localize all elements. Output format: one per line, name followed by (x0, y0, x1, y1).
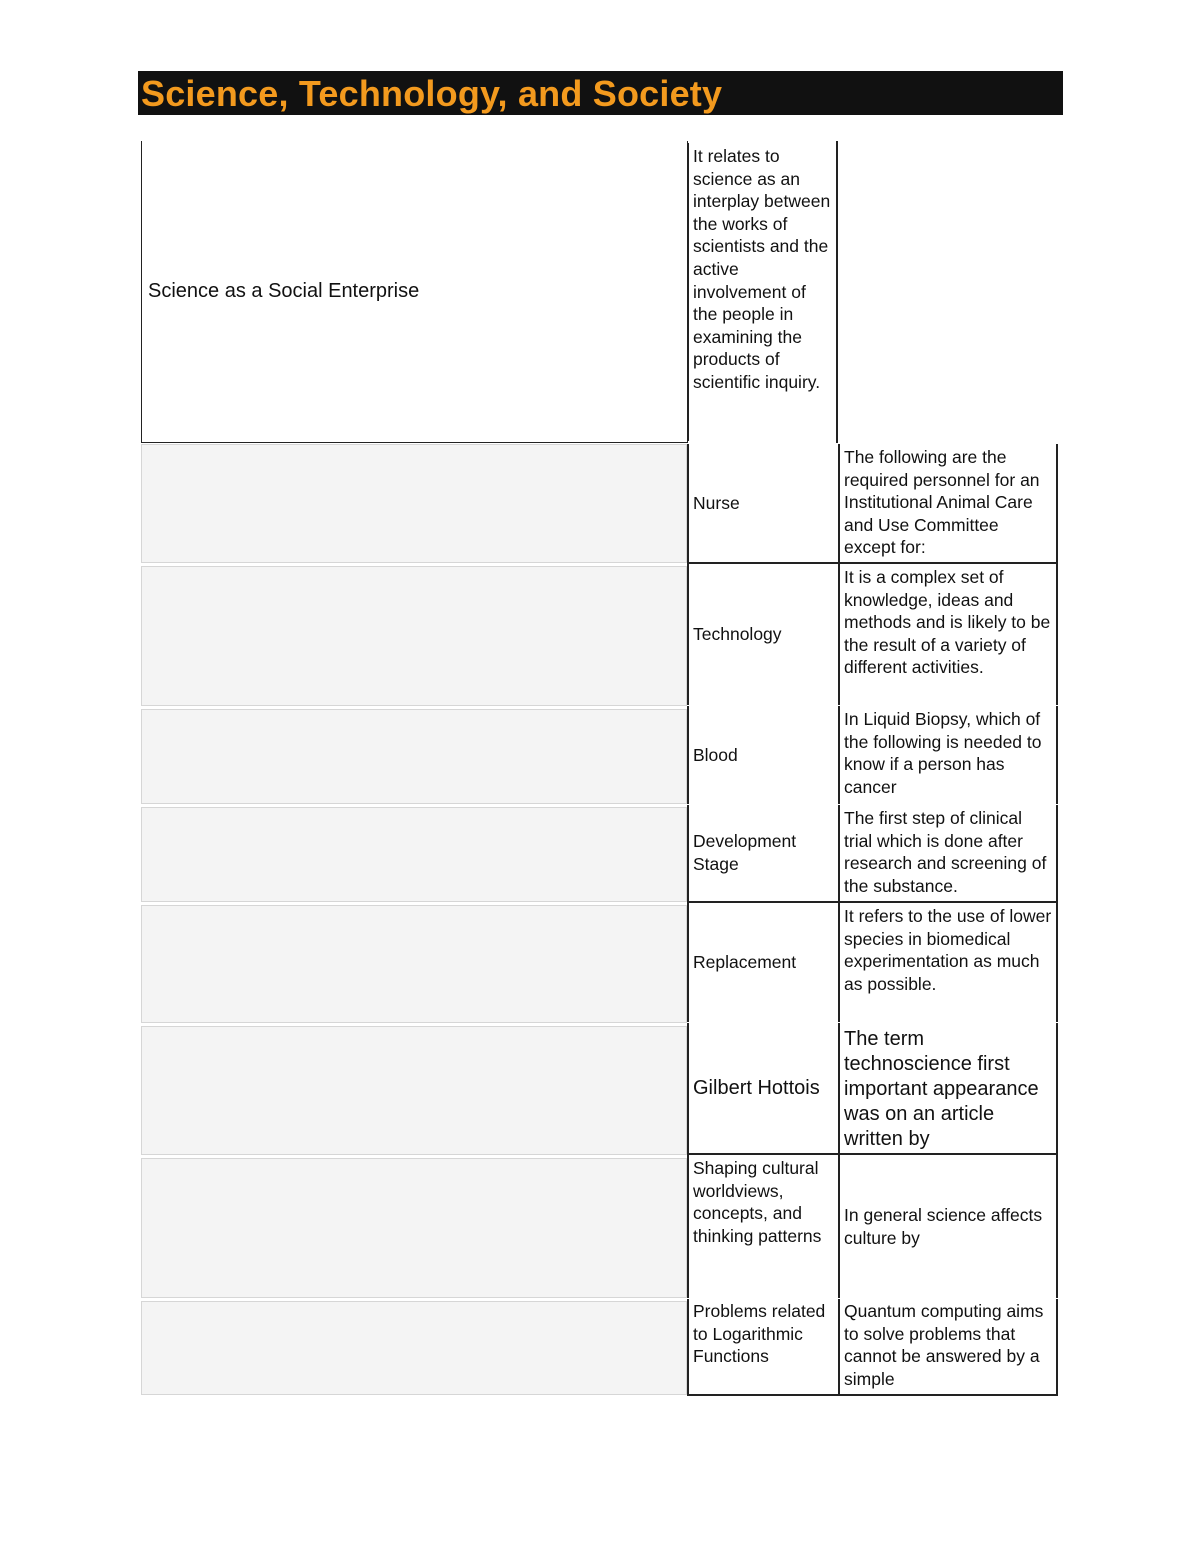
answer-text: Technology (693, 624, 782, 645)
answer-cell (687, 444, 838, 563)
question-text: The term technoscience first important appearance was on an article written by (844, 1028, 1039, 1150)
question-cell (838, 444, 1058, 563)
term-cell (141, 807, 687, 902)
term-text: Science as a Social Enterprise (148, 280, 420, 302)
question-text: Quantum computing aims to solve problems that cannot be answered by a simple (844, 1301, 1044, 1389)
document-title: Science, Technology, and Society (141, 73, 723, 114)
answer-cell (687, 706, 838, 804)
question-cell (838, 1299, 1058, 1395)
term-cell (141, 1301, 687, 1395)
answer-text: Gilbert Hottois (693, 1077, 820, 1099)
answer-text: Development Stage (693, 831, 797, 874)
answer-text: Problems related to Logarithmic Functions (693, 1301, 826, 1367)
term-cell (141, 1026, 687, 1155)
column-divider (836, 141, 838, 443)
term-cell (141, 566, 687, 706)
term-cell (141, 905, 687, 1023)
answer-cell (687, 564, 838, 705)
answer-text: Nurse (693, 493, 740, 514)
term-cell-first (141, 141, 688, 443)
answer-cell (687, 1299, 838, 1395)
answer-text: It relates to science as an interplay between the works of scientists and the active involvement of the people in examining the products of scientific inquiry. (693, 146, 831, 392)
question-cell (838, 903, 1058, 1022)
answer-cell (687, 805, 838, 901)
question-cell (838, 1023, 1058, 1154)
answer-text: Blood (693, 744, 738, 765)
question-text: It refers to the use of lower species in biomedical experimentation as much as possible. (844, 906, 1052, 994)
answer-cell (687, 1155, 838, 1298)
answer-cell (687, 903, 838, 1022)
question-text: It is a complex set of knowledge, ideas and methods and is likely to be the result of a variety of different activities. (844, 567, 1051, 678)
answer-text: Replacement (693, 952, 797, 973)
question-cell (838, 1155, 1058, 1298)
term-cell (141, 444, 687, 563)
question-text: In Liquid Biopsy, which of the following is needed to know if a person has cancer (844, 709, 1042, 797)
question-cell (838, 706, 1058, 804)
question-cell (838, 564, 1058, 705)
question-text: In general science affects culture by (844, 1204, 1043, 1248)
title-bar (138, 71, 1063, 115)
term-cell (141, 1158, 687, 1298)
question-text: The following are the required personnel for an Institutional Animal Care and Use Committee except for: (844, 447, 1040, 558)
question-text: The first step of clinical trial which is done after research and screening of the substance. (844, 808, 1047, 896)
answer-text: Shaping cultural worldviews, concepts, and thinking patterns (693, 1158, 822, 1246)
question-cell (838, 805, 1058, 901)
answer-cell (687, 1023, 838, 1154)
answer-cell (687, 143, 838, 441)
table-bottom-border (687, 1394, 1058, 1396)
term-cell (141, 709, 687, 804)
